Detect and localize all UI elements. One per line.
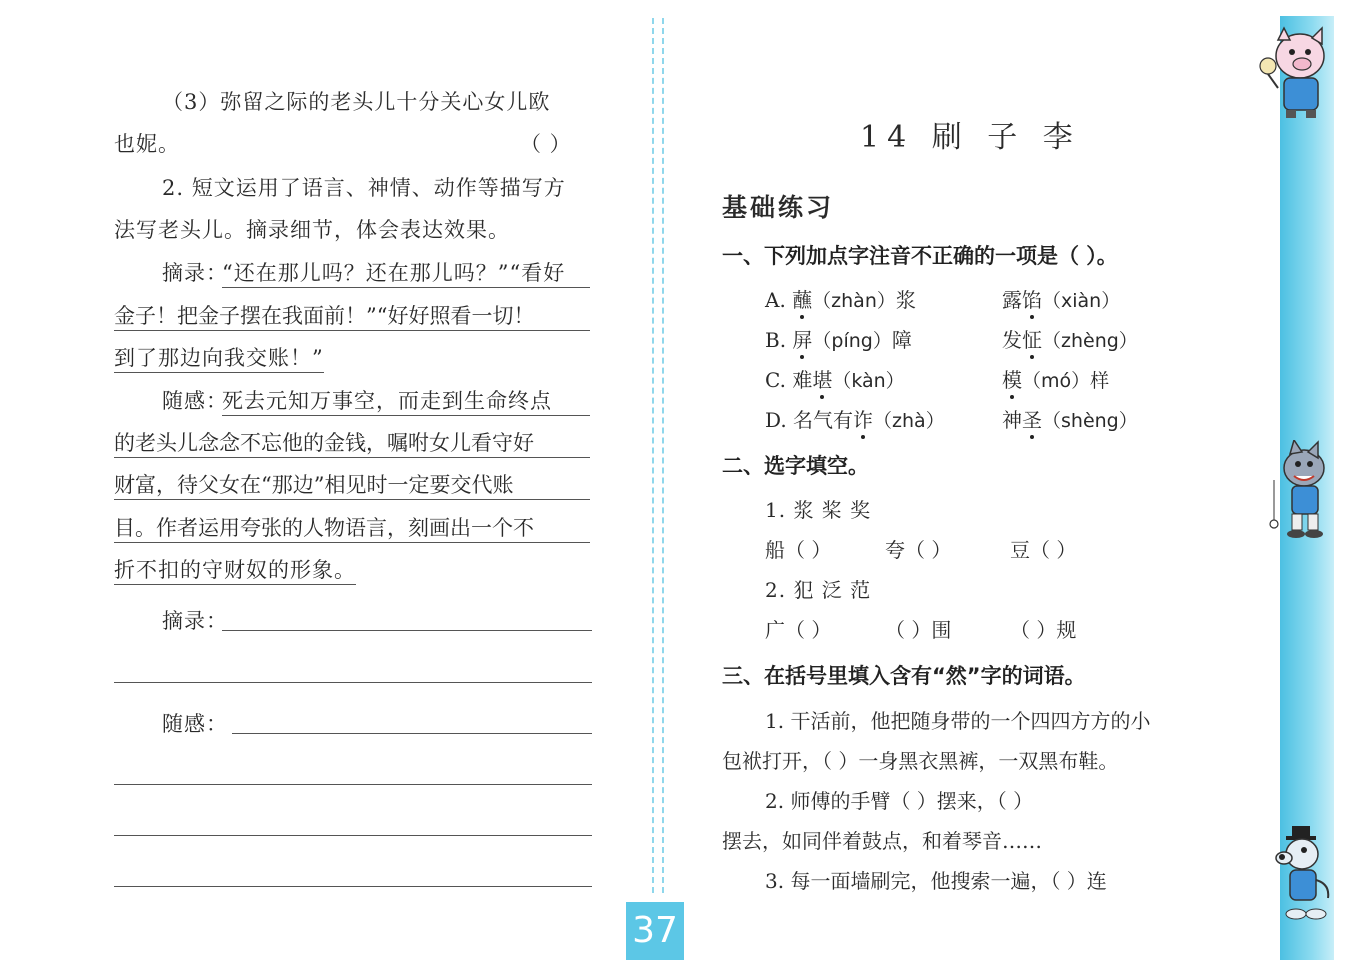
thought-text-5: 折不扣的守财奴的形象。: [114, 554, 356, 585]
q3-heading: 三、在括号里填入含有“然”字的词语。: [722, 664, 1086, 688]
lesson-title: 14 刷 子 李: [860, 120, 1081, 155]
char: 名气有: [793, 408, 854, 432]
char: 发: [1002, 328, 1022, 352]
dotted-char: 堪: [812, 368, 833, 392]
dog-mascot-icon: [1262, 824, 1334, 924]
pinyin: （zhà）: [873, 410, 945, 432]
section-heading: 基础练习: [722, 193, 835, 222]
option-letter: C.: [765, 368, 786, 392]
excerpt-text-3: 到了那边向我交账！”: [114, 342, 324, 373]
pinyin: （mó）样: [1022, 370, 1110, 392]
thought-text-1: 死去元知万事空，而走到生命终点: [222, 385, 590, 416]
excerpt-text-2: 金子！把金子摆在我面前！”“好好照看一切！: [114, 300, 590, 331]
writing-line[interactable]: [114, 886, 592, 887]
q2-group2-chars: 2. 犯 泛 范: [765, 578, 872, 602]
page-number: 37: [626, 902, 684, 960]
pinyin: （kàn）: [832, 370, 905, 392]
thought-label: 随感：: [162, 389, 228, 413]
left-line-4: 法写老头儿。摘录细节，体会表达效果。: [114, 218, 510, 242]
option-letter: B.: [765, 328, 787, 352]
char: 难: [792, 368, 813, 392]
blank-thought-label: 随感：: [162, 712, 228, 736]
char: 浆: [895, 288, 916, 312]
option-letter: A.: [765, 288, 786, 312]
q2-blank[interactable]: 船（ ）: [765, 538, 832, 562]
option-b[interactable]: [765, 324, 912, 353]
dotted-char: 诈: [853, 408, 874, 432]
dotted-char: 圣: [1022, 408, 1042, 432]
q2-blank[interactable]: （ ）围: [885, 618, 952, 642]
char: 障: [891, 328, 912, 352]
writing-line[interactable]: [222, 630, 592, 631]
q1-heading: 一、下列加点字注音不正确的一项是（ ）。: [722, 244, 1118, 268]
pinyin: （xiàn）: [1042, 290, 1121, 312]
pinyin: （zhàn）: [812, 290, 896, 312]
option-d[interactable]: [765, 404, 945, 433]
blank-excerpt-label: 摘录：: [162, 609, 228, 633]
option-b-2: [1002, 324, 1138, 353]
option-a-2: [1002, 284, 1120, 313]
char: 神: [1002, 408, 1022, 432]
q3-line[interactable]: 2. 师傅的手臂（ ）摆来，（ ）: [765, 789, 1034, 813]
pinyin: （píng）: [812, 330, 892, 352]
dotted-char: 屏: [792, 328, 813, 352]
option-letter: D.: [765, 408, 787, 432]
option-c-2: [1002, 364, 1109, 393]
q2-blank[interactable]: （ ）规: [1010, 618, 1077, 642]
answer-paren[interactable]: （ ）: [520, 132, 572, 156]
pinyin: （shèng）: [1042, 410, 1138, 432]
writing-line[interactable]: [114, 682, 592, 683]
q2-blank[interactable]: 广（ ）: [765, 618, 832, 642]
q2-blank[interactable]: 夸（ ）: [885, 538, 952, 562]
dotted-char: 怔: [1022, 328, 1042, 352]
left-line-3: 2. 短文运用了语言、神情、动作等描写方: [162, 176, 566, 200]
option-d-2: [1002, 404, 1138, 433]
dotted-char: 蘸: [792, 288, 813, 312]
pig-mascot-icon: [1256, 26, 1336, 120]
left-line-1: （3）弥留之际的老头儿十分关心女儿欧: [162, 90, 551, 114]
dotted-char: 模: [1002, 368, 1022, 392]
q2-group1-chars: 1. 浆 桨 奖: [765, 498, 872, 522]
thought-text-2: 的老头儿念念不忘他的金钱，嘱咐女儿看守好: [114, 427, 590, 458]
excerpt-label: 摘录：: [162, 261, 228, 285]
left-line-2: 也妮。: [114, 132, 180, 156]
writing-line[interactable]: [232, 733, 592, 734]
q3-line[interactable]: 包袱打开，（ ）一身黑衣黑裤，一双黑布鞋。: [722, 749, 1119, 773]
excerpt-text-1: “还在那儿吗？还在那儿吗？”“看好: [222, 257, 590, 288]
char: 露: [1002, 288, 1022, 312]
page-spine: [652, 18, 664, 893]
dotted-char: 馅: [1022, 288, 1042, 312]
q2-blank[interactable]: 豆（ ）: [1010, 538, 1077, 562]
wolf-yoyo-mascot-icon: [1264, 440, 1334, 540]
thought-text-4: 目。作者运用夸张的人物语言，刻画出一个不: [114, 512, 590, 543]
q3-line[interactable]: 3. 每一面墙刷完，他搜索一遍，（ ）连: [765, 869, 1107, 893]
writing-line[interactable]: [114, 835, 592, 836]
q3-line: 1. 干活前，他把随身带的一个四四方方的小: [765, 709, 1151, 733]
q2-heading: 二、选字填空。: [722, 454, 869, 478]
pinyin: （zhèng）: [1042, 330, 1138, 352]
q3-line: 摆去，如同伴着鼓点，和着琴音……: [722, 829, 1042, 853]
option-a[interactable]: [765, 284, 916, 313]
writing-line[interactable]: [114, 784, 592, 785]
option-c[interactable]: [765, 364, 905, 393]
thought-text-3: 财富，待父女在“那边”相见时一定要交代账: [114, 469, 590, 500]
